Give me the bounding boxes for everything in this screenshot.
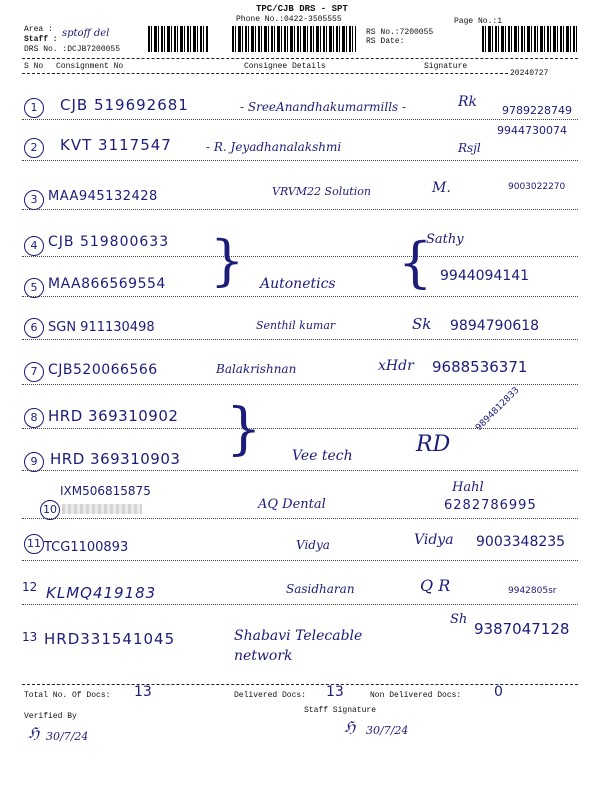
row-number: 5 xyxy=(24,278,44,298)
verifier-signature: ℌ xyxy=(28,724,40,742)
phone: 9894812833 xyxy=(474,385,522,434)
phone: 9942805sr xyxy=(508,586,557,596)
verified-by-label: Verified By xyxy=(24,712,77,721)
page-number: Page No.:1 xyxy=(454,17,503,26)
row-line xyxy=(22,160,578,161)
rs-date: RS Date: xyxy=(366,37,405,46)
col-consignee: Consignee Details xyxy=(244,62,326,71)
grouping-brace: } xyxy=(226,397,262,462)
row-number: 8 xyxy=(24,408,44,428)
drs-number: DRS No. :DCJB7200055 xyxy=(24,45,121,54)
row-number: 10 xyxy=(40,500,60,520)
consignment-number: CJB520066566 xyxy=(48,362,158,378)
row-line xyxy=(22,119,578,120)
phone: 6282786995 xyxy=(444,498,537,513)
staff-signature-label: Staff Signature xyxy=(304,706,377,715)
signature: Sh xyxy=(450,612,468,627)
drs-title: TPC/CJB DRS - SPT xyxy=(256,4,348,14)
row-number: 12 xyxy=(22,580,38,594)
row-number: 9 xyxy=(24,452,44,472)
redacted-text xyxy=(62,504,142,514)
consignee-name: - SreeAnandhakumarmills - xyxy=(240,100,407,114)
area-label: Area : xyxy=(24,25,53,34)
row-number: 13 xyxy=(22,630,38,644)
consignee-name: Senthil kumar xyxy=(256,319,336,332)
phone: 9387047128 xyxy=(474,620,570,638)
staff-date: 30/7/24 xyxy=(366,724,409,737)
col-sno: S No xyxy=(24,62,44,71)
row-line xyxy=(22,604,578,605)
signature: Q R xyxy=(420,576,451,595)
delivered-docs-value: 13 xyxy=(326,684,344,700)
staff-value: sptoff del xyxy=(62,28,110,39)
col-consignment: Consignment No xyxy=(56,62,124,71)
consignment-number: CJB 519692681 xyxy=(60,96,189,114)
signature: Hahl xyxy=(452,480,484,495)
consignment-number: SGN 911130498 xyxy=(48,320,155,335)
consignee-name: - R. Jeyadhanalakshmi xyxy=(206,140,342,154)
consignee-name: Vee tech xyxy=(292,448,353,464)
row-number: 2 xyxy=(24,138,44,158)
header-divider xyxy=(22,58,578,59)
row-line xyxy=(22,518,578,519)
signature: xHdr xyxy=(378,358,414,374)
col-signature: Signature xyxy=(424,62,468,71)
phone: 9003022270 xyxy=(508,182,566,192)
phone: 9894790618 xyxy=(450,318,540,334)
signature: Sk xyxy=(412,315,432,333)
phone: 9688536371 xyxy=(432,358,528,376)
row-number: 1 xyxy=(24,98,44,118)
signature: M. xyxy=(432,180,451,196)
delivered-docs-label: Delivered Docs: xyxy=(234,691,307,700)
consignee-name: Balakrishnan xyxy=(216,362,297,376)
grouping-brace: } xyxy=(210,229,245,292)
grouping-brace: { xyxy=(398,231,433,294)
phone: 9789228749 xyxy=(502,104,572,117)
row-number: 7 xyxy=(24,362,44,382)
signature: Rk xyxy=(458,94,478,110)
non-delivered-docs-value: 0 xyxy=(494,684,503,700)
columns-divider xyxy=(22,73,508,74)
consignment-number: IXM506815875 xyxy=(60,484,151,498)
phone: 9944094141 xyxy=(440,268,530,284)
staff-signature: ℌ xyxy=(344,718,356,736)
row-line xyxy=(22,470,578,471)
row-line xyxy=(22,384,578,385)
phone-number: Phone No.:0422-3505555 xyxy=(236,15,342,24)
signature: Vidya xyxy=(414,532,454,548)
staff-label: Staff : xyxy=(24,35,58,44)
consignment-number: HRD 369310903 xyxy=(50,450,181,468)
consignee-name: Shabavi Telecable network xyxy=(234,628,363,664)
consignment-number: HRD 369310902 xyxy=(48,407,179,425)
row-line xyxy=(22,256,578,257)
total-docs-value: 13 xyxy=(134,684,152,700)
non-delivered-docs-label: Non Delivered Docs: xyxy=(370,691,462,700)
phone: 9944730074 xyxy=(497,124,567,137)
row-number: 6 xyxy=(24,318,44,338)
signature: Rsjl xyxy=(458,141,481,155)
rs-number: RS No.:7200055 xyxy=(366,28,434,37)
consignment-number: KVT 3117547 xyxy=(60,136,172,154)
date-stamp: 20240727 xyxy=(510,69,549,78)
row-line xyxy=(22,339,578,340)
signature: RD xyxy=(416,432,451,457)
consignment-number: HRD331541045 xyxy=(44,630,176,648)
barcode-2 xyxy=(232,26,356,52)
total-docs-label: Total No. Of Docs: xyxy=(24,691,111,700)
row-line xyxy=(22,560,578,561)
row-number: 11 xyxy=(24,534,44,554)
signature: Sathy xyxy=(426,232,464,247)
consignee-name: Sasidharan xyxy=(286,582,355,596)
consignee-name: Vidya xyxy=(296,538,330,552)
consignee-name: Autonetics xyxy=(260,276,336,292)
row-number: 4 xyxy=(24,236,44,256)
consignee-name: VRVM22 Solution xyxy=(272,185,371,198)
row-line xyxy=(22,296,578,297)
consignment-number: MAA866569554 xyxy=(48,276,166,292)
phone: 9003348235 xyxy=(476,534,566,550)
consignment-number: KLMQ419183 xyxy=(46,584,157,602)
consignment-number: MAA945132428 xyxy=(48,189,158,204)
verified-date: 30/7/24 xyxy=(46,730,89,743)
row-line xyxy=(22,209,578,210)
consignment-number: CJB 519800633 xyxy=(48,234,170,250)
consignee-name: AQ Dental xyxy=(258,497,326,512)
barcode-1 xyxy=(148,26,208,52)
consignment-number: TCG1100893 xyxy=(44,540,129,555)
barcode-3 xyxy=(482,26,578,52)
row-line xyxy=(22,428,578,429)
row-number: 3 xyxy=(24,190,44,210)
